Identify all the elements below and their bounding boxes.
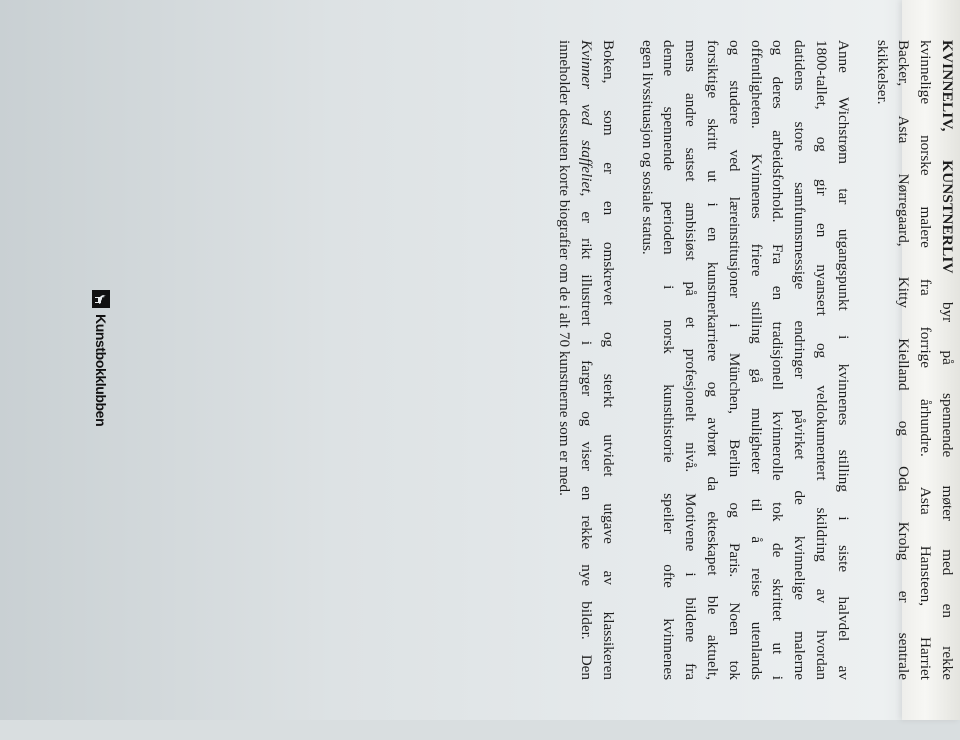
- text-line: Boken, som er en omskrevet og sterkt utvidet utgave av klassikeren: [599, 40, 617, 680]
- cover-text: [536, 0, 958, 740]
- text-line: forsiktige skritt ut i en kunstnerkarriere og avbrøt da ekteskapet ble aktuelt,: [704, 40, 722, 680]
- paragraph-intro: [871, 40, 958, 680]
- text-line: er rikt illustrert i farger og viser en rekke nye bilder. Den: [578, 196, 596, 680]
- text-line: 1800-tallet, og gir en nyansert og veldokumentert skildring av hvordan: [813, 40, 831, 680]
- text-line: Anne Wichstrøm tar utgangspunkt i kvinnenes stilling i siste halvdel av: [834, 40, 852, 680]
- text-line: mens andre satset ambisiøst på et profesjonelt nivå. Motivene i bildene fra: [682, 40, 700, 680]
- paragraph-closing: [553, 40, 618, 680]
- book-title-reference: Kvinner ved staffeliet,: [578, 40, 596, 197]
- publisher-logo: [92, 290, 110, 426]
- text-line: og deres arbeidsforhold. Fra en tradisjonell kvinnerolle tok de skrittet ut i: [769, 40, 787, 680]
- deer-icon: [92, 290, 110, 308]
- paragraph-body: [636, 40, 854, 680]
- text-line: egen livssituasjon og sosiale status.: [638, 40, 656, 255]
- text-line: inneholder dessuten korte biografier om de i alt 70 kunstnerne som er med.: [556, 40, 574, 496]
- text-line: offentligheten. Kvinnenes friere stilling gå muligheter til å reise utenlands: [747, 40, 765, 680]
- publisher-name: Kunstbokklubben: [93, 314, 109, 427]
- text-line: datidens store samfunnsmessige endringer påvirket de kvinnelige malerne: [791, 40, 809, 680]
- title-heading: KVINNELIV, KUNSTNERLIV: [939, 40, 956, 274]
- text-line: Backer, Asta Nørregaard, Kitty Kielland og Oda Krohg er sentrale: [895, 40, 913, 680]
- text-line: kvinnelige norske malere fra forrige århundre. Asta Hansteen, Harriet: [917, 40, 935, 680]
- text-line: denne spennende perioden i norsk kunsthistorie speiler ofte kvinnenes: [660, 40, 678, 680]
- intro-lead: byr på spennende møter med en rekke: [939, 301, 956, 681]
- text-line: skikkelser.: [873, 40, 891, 105]
- text-line: og studere ved læreinstitusjoner i München, Berlin og Paris. Noen tok: [725, 40, 743, 680]
